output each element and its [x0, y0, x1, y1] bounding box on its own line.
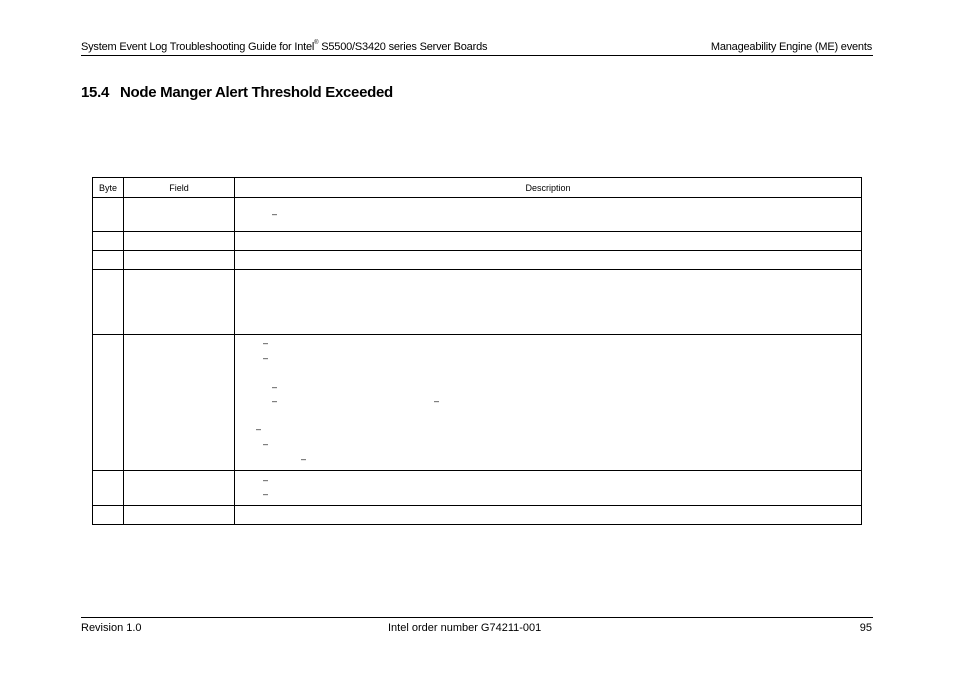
dash-marker: – [263, 439, 269, 449]
footer-order-number: Intel order number G74211-001 [388, 622, 542, 634]
dash-marker: – [263, 338, 269, 348]
description-cell [235, 232, 862, 251]
byte-cell [93, 270, 124, 335]
trademark-symbol: ® [314, 40, 319, 46]
description-cell [235, 198, 862, 232]
description-cell [235, 335, 862, 471]
table-row [93, 232, 862, 251]
field-cell [124, 198, 235, 232]
byte-cell [93, 198, 124, 232]
dash-marker: – [272, 209, 278, 219]
footer-divider [81, 617, 873, 618]
dash-marker: – [272, 396, 278, 406]
dash-marker: – [256, 424, 262, 434]
header-title-prefix: System Event Log Troubleshooting Guide for Intel [81, 41, 315, 53]
field-cell [124, 270, 235, 335]
dash-marker: – [434, 396, 440, 406]
header-divider [81, 55, 873, 56]
table-row [93, 198, 862, 232]
byte-cell [93, 232, 124, 251]
section-number: 15.4 [81, 84, 109, 101]
field-cell [124, 335, 235, 471]
description-cell [235, 251, 862, 270]
table-row [93, 270, 862, 335]
byte-cell [93, 471, 124, 506]
running-header-section: Manageability Engine (ME) events [710, 41, 872, 53]
table-row [93, 251, 862, 270]
dash-marker: – [272, 382, 278, 392]
field-cell [124, 471, 235, 506]
column-header-description: Description [235, 178, 862, 198]
table-row [93, 471, 862, 506]
section-heading [81, 84, 393, 101]
table-row [93, 506, 862, 525]
description-cell [235, 270, 862, 335]
event-data-table [92, 177, 862, 525]
dash-marker: – [263, 353, 269, 363]
table-row [93, 335, 862, 471]
table-header-row [93, 178, 862, 198]
byte-cell [93, 335, 124, 471]
dash-marker: – [263, 489, 269, 499]
field-cell [124, 251, 235, 270]
field-cell [124, 506, 235, 525]
running-header-title [81, 41, 487, 53]
field-cell [124, 232, 235, 251]
footer-revision: Revision 1.0 [81, 622, 142, 634]
section-title: Node Manger Alert Threshold Exceeded [120, 84, 393, 101]
column-header-byte: Byte [93, 178, 124, 198]
description-cell [235, 506, 862, 525]
column-header-field: Field [124, 178, 235, 198]
dash-marker: – [263, 475, 269, 485]
description-cell [235, 471, 862, 506]
page-number: 95 [859, 622, 872, 634]
byte-cell [93, 506, 124, 525]
dash-marker: – [301, 454, 307, 464]
header-title-suffix: S5500/S3420 series Server Boards [318, 41, 488, 53]
byte-cell [93, 251, 124, 270]
